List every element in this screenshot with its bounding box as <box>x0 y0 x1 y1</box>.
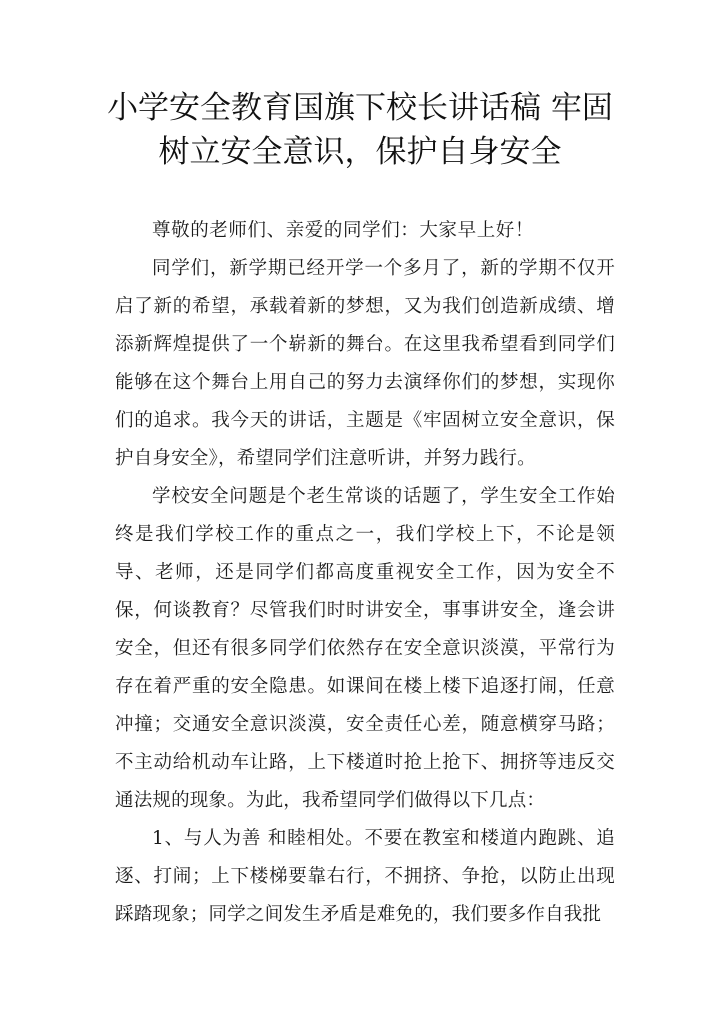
document-title <box>60 86 660 174</box>
body-paragraph: 1、与人为善 和睦相处。不要在教室和楼道内跑跳、追逐、打闹；上下楼梯要靠右行，不拥挤、争抢，以防止出现踩踏现象；同学之间发生矛盾是难免的，我们要多作自我批 <box>115 828 615 925</box>
body-paragraph: 同学们，新学期已经开学一个多月了，新的学期不仅开启了新的希望，承载着新的梦想，又为我们创造新成绩、增添新辉煌提供了一个崭新的舞台。在这里我希望看到同学们能够在这个舞台上用自己的努力去演绎你们的梦想，实现你们的追求。我今天的讲话，主题是《牢固树立安全意识，保护自身安全》，希望同学们注意听讲，并努力践行。 <box>115 258 615 469</box>
greeting-paragraph: 尊敬的老师们、亲爱的同学们：大家早上好！ <box>152 220 535 241</box>
document-body <box>115 212 615 934</box>
title-line-1: 小学安全教育国旗下校长讲话稿 牢固 <box>107 90 613 126</box>
body-paragraph: 学校安全问题是个老生常谈的话题了，学生安全工作始终是我们学校工作的重点之一，我们学校上下，不论是领导、老师，还是同学们都高度重视安全工作，因为安全不保，何谈教育？尽管我们时时讲安全，事事讲安全，逢会讲安全，但还有很多同学们依然存在安全意识淡漠，平常行为存在着严重的安全隐患。如课间在楼上楼下追逐打闹，任意冲撞；交通安全意识淡漠，安全责任心差，随意横穿马路；不主动给机动车让路，上下楼道时抢上抢下、拥挤等违反交通法规的现象。为此，我希望同学们做得以下几点： <box>115 486 615 811</box>
title-line-2: 树立安全意识，保护自身安全 <box>158 134 562 170</box>
